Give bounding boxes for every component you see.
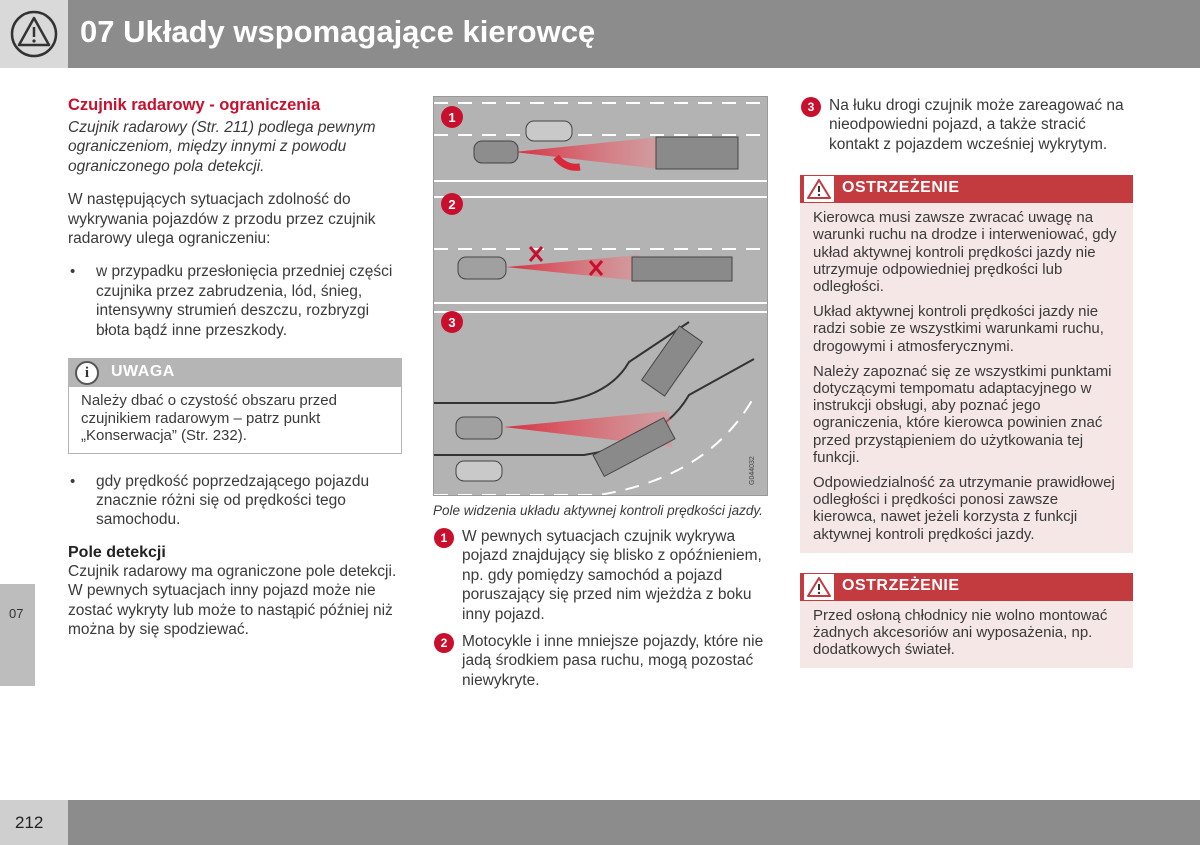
- page-number-box: [0, 800, 68, 845]
- warning-box-1: [800, 175, 1133, 553]
- truck: [656, 137, 738, 169]
- own-car-3: [456, 417, 502, 439]
- column-right: [800, 96, 1133, 668]
- intro-text: Czujnik radarowy (Str. 211) podlega pewnym ograniczeniom, między innymi z powodu ograniczonego pola detekcji.: [68, 119, 376, 175]
- truck-3: [642, 326, 703, 396]
- warning-header-1: [800, 175, 1133, 203]
- numbered-item-2: [433, 632, 769, 690]
- chapter-title: 07 Układy wspomagające kierowcę: [80, 14, 596, 49]
- numbered-item-3-text: Na łuku drogi czujnik może zareagować na nieodpowiedni pojazd, a także stracić kontakt z pojazdem wcześniej wykrytym.: [829, 97, 1124, 153]
- warning-box-2: [800, 573, 1133, 669]
- warning-header-2: [800, 573, 1133, 601]
- number-badge-2: 2: [434, 633, 454, 653]
- header-icon-box: [0, 0, 68, 68]
- warning-paragraph: Układ aktywnej kontroli prędkości jazdy nie radzi sobie ze wszystkimi warunkami ruchu, drogowymi i atmosferycznymi.: [813, 303, 1104, 355]
- subsection-title: Pole detekcji: [68, 543, 166, 561]
- own-car: [474, 141, 518, 163]
- diagram-caption: Pole widzenia układu aktywnej kontroli prędkości jazdy.: [433, 503, 763, 518]
- marker-3-label: 3: [448, 315, 456, 330]
- warning-body-2: [800, 601, 1133, 669]
- parked-car: [456, 461, 502, 481]
- number-badge-1: 1: [434, 528, 454, 548]
- warning-label-2: OSTRZEŻENIE: [842, 576, 960, 594]
- number-badge-3: 3: [801, 97, 821, 117]
- bullet-item-obstruction: • w przypadku przesłonięcia przedniej części czujnika przez zabrudzenia, lód, śnieg, intensywny strumień deszczu, rozbryzgi błota bądź inne przeszkody.: [68, 262, 402, 340]
- note-header: [69, 359, 401, 387]
- bullet-list-1: [68, 262, 402, 340]
- note-text: Należy dbać o czystość obszaru przed czujnikiem radarowym – patrz punkt „Konserwacja” (Str. 232).: [81, 392, 337, 445]
- diagram-svg: [434, 97, 767, 495]
- page-footer: [0, 800, 1200, 845]
- radar-beam: [514, 137, 659, 169]
- marker-2-label: 2: [448, 197, 456, 212]
- panel-2: [434, 197, 767, 303]
- note-label: UWAGA: [111, 363, 175, 381]
- detection-text: Czujnik radarowy ma ograniczone pole detekcji. W pewnych sytuacjach inny pojazd może nie zostać wykryty lub może to nastąpić później niż można by się spodziewać.: [68, 562, 397, 638]
- warning-paragraph: Odpowiedzialność za utrzymanie prawidłowej odległości i prędkości ponosi zawsze kierowca, nawet jeżeli korzysta z funkcji aktywnej kontroli prędkości jazdy.: [813, 474, 1115, 543]
- diagram-code: G044032: [749, 456, 756, 485]
- own-car-2: [458, 257, 506, 279]
- numbered-item-1-text: W pewnych sytuacjach czujnik wykrywa pojazd znajdujący się blisko z opóźnieniem, np. gdy pomiędzy samochód a pojazd poruszający się przed nim wjeżdża z boku inny pojazd.: [462, 528, 762, 623]
- info-icon: i: [75, 361, 99, 385]
- warning-paragraph: Kierowca musi zawsze zwracać uwagę na warunki ruchu na drodze i interweniować, gdy układ aktywnej kontroli prędkości jazdy nie utrzymuje odpowiedniej prędkości lub odległości.: [813, 209, 1117, 296]
- section-title: Czujnik radarowy - ograniczenia: [68, 96, 321, 114]
- note-box: [68, 358, 402, 454]
- numbered-item-3: [800, 96, 1133, 154]
- panel-1: [434, 103, 767, 181]
- chapter-side-tab: [0, 584, 35, 686]
- bullet-item-speed: • gdy prędkość poprzedzającego pojazdu znacznie różni się od prędkości tego samochodu.: [68, 472, 402, 530]
- bullet-list-2: [68, 472, 402, 530]
- warning-triangle-icon: [804, 176, 834, 202]
- warning-label-1: OSTRZEŻENIE: [842, 179, 960, 197]
- column-middle: [433, 96, 769, 690]
- warning-triangle-icon: [0, 0, 68, 68]
- situations-paragraph: W następujących sytuacjach zdolność do wykrywania pojazdów z przodu przez czujnik radarowy ulega ograniczeniu:: [68, 191, 376, 248]
- warning-paragraph: Należy zapoznać się ze wszystkimi punktami dotyczącymi tempomatu adaptacyjnego w instrukcji obsługi, aby poznać jego ograniczenia, które kierowca powinien znać przed przystąpieniem do użytkowania tej funkcji.: [813, 362, 1112, 466]
- numbered-item-1: [433, 527, 769, 624]
- panel-3: [434, 312, 767, 495]
- warning-triangle-icon: [804, 574, 834, 600]
- column-left: [68, 96, 402, 639]
- numbered-item-2-text: Motocykle i inne mniejsze pojazdy, które nie jadą środkiem pasa ruchu, mogą pozostać niewykryte.: [462, 633, 764, 689]
- warning-paragraph: Przed osłoną chłodnicy nie wolno montować żadnych akcesoriów ani wyposażenia, np. dodatkowych świateł.: [813, 606, 1108, 659]
- page-number: 212: [15, 813, 44, 832]
- warning-body-1: [800, 203, 1133, 553]
- radar-field-diagram: [433, 96, 768, 496]
- truck-2: [632, 257, 732, 281]
- cutting-in-car: [526, 121, 572, 141]
- marker-1-label: 1: [448, 110, 456, 125]
- radar-beam-2: [506, 255, 639, 281]
- page-header: [0, 0, 1200, 68]
- side-tab-label: 07: [9, 606, 24, 621]
